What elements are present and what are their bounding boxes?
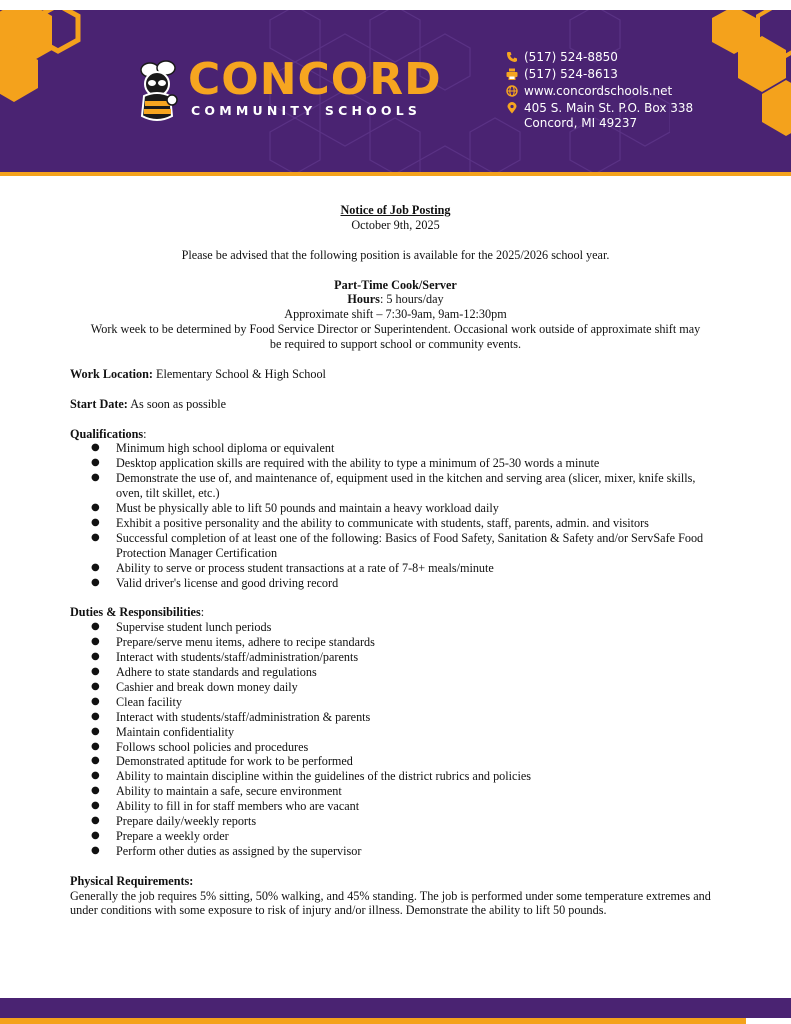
list-item: ● Prepare daily/weekly reports <box>70 814 721 829</box>
list-item: ● Ability to serve or process student transactions at a rate of 7-8+ meals/minute <box>70 561 721 576</box>
list-item: ● Valid driver's license and good driving record <box>70 576 721 591</box>
work-week-line-1: Work week to be determined by Food Service Director or Superintendent. Occasional work outside of approximate shift may <box>90 322 701 337</box>
contact-website <box>506 84 693 101</box>
address-line-1: 405 S. Main St. P.O. Box 338 <box>524 101 694 115</box>
location-pin-icon <box>506 102 518 114</box>
document-body <box>70 203 721 918</box>
list-item: ● Must be physically able to lift 50 pounds and maintain a heavy workload daily <box>70 501 721 516</box>
duties-heading: Duties & Responsibilities: <box>70 605 205 620</box>
list-item: ● Demonstrated aptitude for work to be performed <box>70 754 721 769</box>
list-item: ● Interact with students/staff/administration/parents <box>70 650 721 665</box>
contact-block <box>506 50 693 133</box>
list-item: ● Successful completion of at least one of the following: Basics of Food Safety, Sanitation & Safety and/or ServSafe Food Protection Manager Certification <box>70 531 721 561</box>
list-item: ● Prepare/serve menu items, adhere to recipe standards <box>70 635 721 650</box>
list-item: ● Supervise student lunch periods <box>70 620 721 635</box>
contact-address <box>506 101 693 133</box>
list-item: ● Exhibit a positive personality and the ability to communicate with students, staff, parents, admin. and visitors <box>70 516 721 531</box>
website-link[interactable]: www.concordschools.net <box>524 84 673 98</box>
hexagon-pattern-left <box>0 10 90 110</box>
physical-requirements-text: Generally the job requires 5% sitting, 50% walking, and 45% standing. The job is performed under some temperature extremes and under conditions with some exposure to risk of injury and/or illness. Demonstrate the ability to lift 50 pounds. <box>70 888 711 918</box>
fax-icon <box>506 68 518 80</box>
list-item: ● Clean facility <box>70 695 721 710</box>
logo-wordmark: CONCORD <box>188 54 442 105</box>
hexagon-pattern-right <box>700 10 791 150</box>
footer-band <box>0 998 791 1018</box>
list-item: ● Ability to fill in for staff members who are vacant <box>70 799 721 814</box>
phone-number: (517) 524-8850 <box>524 50 618 64</box>
work-week-line-2: be required to support school or community events. <box>269 337 522 352</box>
fax-number: (517) 524-8613 <box>524 67 618 81</box>
notice-title: Notice of Job Posting <box>340 203 451 217</box>
list-item: ● Ability to maintain discipline within the guidelines of the district rubrics and policies <box>70 769 721 784</box>
list-item: ● Prepare a weekly order <box>70 829 721 844</box>
list-item: ● Minimum high school diploma or equivalent <box>70 441 721 456</box>
position-hours: Hours: 5 hours/day <box>347 292 444 307</box>
list-item: ● Ability to maintain a safe, secure environment <box>70 784 721 799</box>
list-item: ● Perform other duties as assigned by the supervisor <box>70 844 721 859</box>
hornet-mascot-logo <box>130 56 186 126</box>
phone-icon <box>506 51 518 63</box>
work-location: Work Location: Elementary School & High School <box>70 366 326 381</box>
physical-requirements-heading: Physical Requirements: <box>70 873 194 888</box>
position-shift: Approximate shift – 7:30-9am, 9am-12:30pm <box>284 307 507 322</box>
list-item: ● Demonstrate the use of, and maintenance of, equipment used in the kitchen and serving area (slicer, mixer, knife skills, oven, tilt skillet, etc.) <box>70 471 721 501</box>
contact-fax <box>506 67 693 84</box>
contact-phone <box>506 50 693 67</box>
list-item: ● Cashier and break down money daily <box>70 680 721 695</box>
notice-date: October 9th, 2025 <box>351 217 440 232</box>
notice-intro: Please be advised that the following position is available for the 2025/2026 school year. <box>181 247 610 262</box>
letterhead-banner <box>0 10 791 172</box>
list-item: ● Follows school policies and procedures <box>70 740 721 755</box>
list-item: ● Desktop application skills are required with the ability to type a minimum of 25-30 words a minute <box>70 456 721 471</box>
header-divider <box>0 172 791 176</box>
qualifications-list <box>70 441 721 590</box>
footer-accent-line <box>0 1018 746 1024</box>
globe-icon <box>506 85 518 97</box>
position-title: Part-Time Cook/Server <box>334 277 457 292</box>
start-date: Start Date: As soon as possible <box>70 396 227 411</box>
list-item: ● Adhere to state standards and regulations <box>70 665 721 680</box>
address-line-2: Concord, MI 49237 <box>524 116 638 130</box>
logo-subtitle: COMMUNITY SCHOOLS <box>191 103 422 118</box>
list-item: ● Interact with students/staff/administration & parents <box>70 710 721 725</box>
list-item: ● Maintain confidentiality <box>70 725 721 740</box>
duties-list <box>70 620 721 859</box>
qualifications-heading: Qualifications: <box>70 426 147 441</box>
